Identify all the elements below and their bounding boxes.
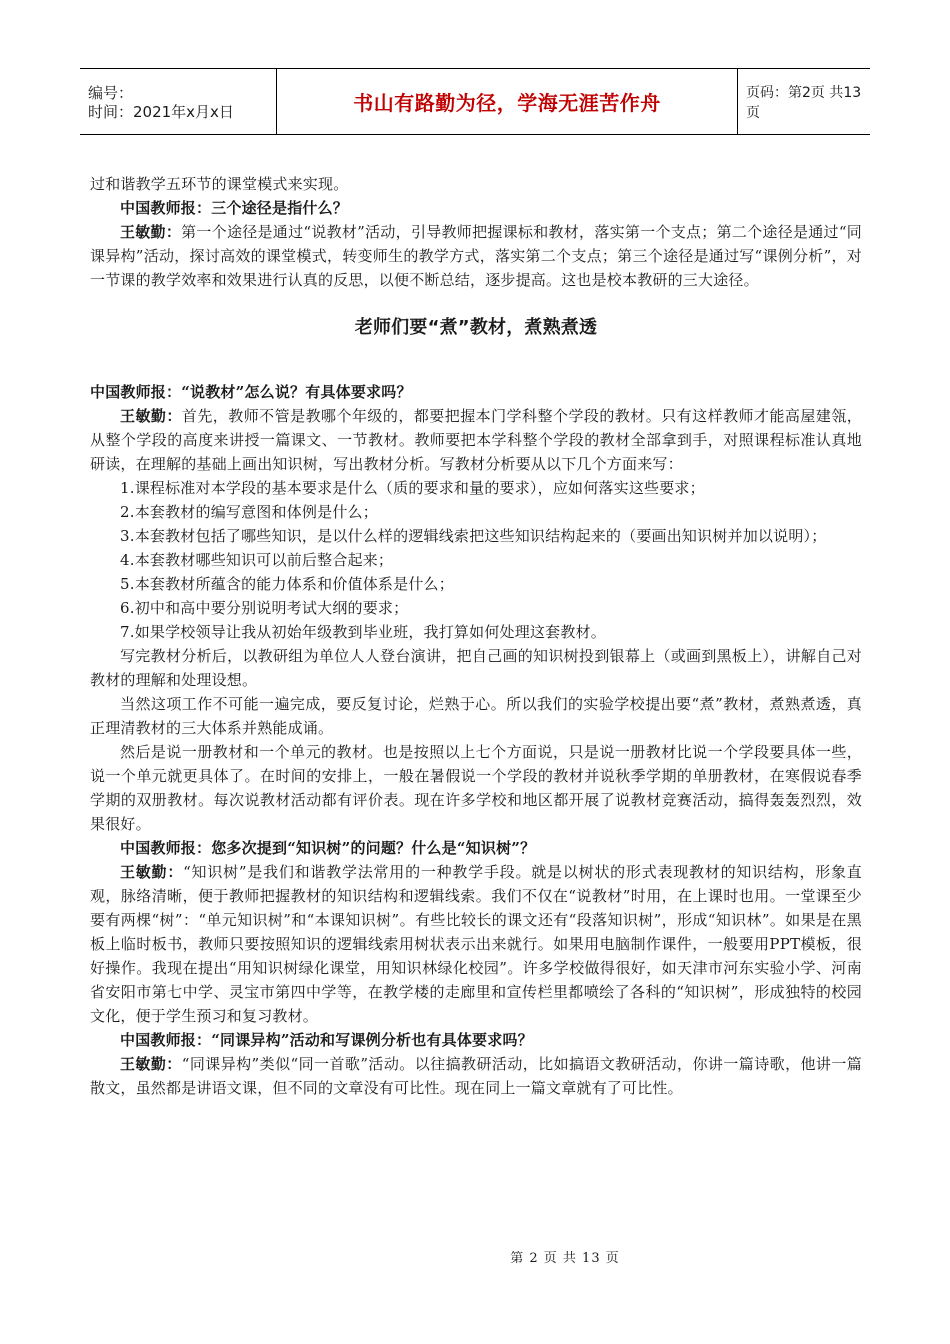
list-item: 5.本套教材所蕴含的能力体系和价值体系是什么； bbox=[120, 575, 454, 593]
question: 中国教师报：三个途径是指什么？ bbox=[120, 199, 349, 217]
question: 中国教师报：“说教材”怎么说？有具体要求吗？ bbox=[90, 383, 412, 401]
speaker-name: 王敏勤： bbox=[120, 863, 184, 881]
document-body bbox=[90, 172, 862, 1100]
list-item: 1.课程标准对本学段的基本要求是什么（质的要求和量的要求），应如何落实这些要求； bbox=[120, 479, 705, 497]
list-item: 4.本套教材哪些知识可以前后整合起来； bbox=[120, 551, 394, 569]
answer-paragraph bbox=[90, 1052, 862, 1100]
list-item: 7.如果学校领导让我从初始年级教到毕业班，我打算如何处理这套教材。 bbox=[120, 623, 606, 641]
answer-text: 首先，教师不管是教哪个年级的，都要把握本门学科整个学段的教材。只有这样教师才能高屋建瓴，从整个学段的高度来讲授一篇课文、一节教材。教师要把本学科整个学段的教材全部拿到手，对照课程标准认真地研读，在理解的基础上画出知识树，写出教材分析。写教材分析要从以下几个方面来写： bbox=[90, 407, 862, 473]
page-label: 页码：第2页 共13页 bbox=[746, 84, 862, 121]
section-title: 老师们要“煮”教材，煮熟煮透 bbox=[354, 317, 598, 338]
list-item: 3.本套教材包括了哪些知识，是以什么样的逻辑线索把这些知识结构起来的（要画出知识树并加以说明）； bbox=[120, 527, 827, 545]
header-left-cell bbox=[80, 69, 276, 134]
paragraph: 过和谐教学五环节的课堂模式来实现。 bbox=[90, 175, 349, 193]
paragraph: 当然这项工作不可能一遍完成，要反复讨论，烂熟于心。所以我们的实验学校提出要“煮”教材，煮熟煮透，真正理清教材的三大体系并熟能成诵。 bbox=[90, 695, 862, 737]
speaker-name: 王敏勤： bbox=[120, 407, 182, 425]
paragraph: 然后是说一册教材和一个单元的教材。也是按照以上七个方面说，只是说一册教材比说一个学段要具体一些，说一个单元就更具体了。在时间的安排上，一般在暑假说一个学段的教材并说秋季学期的单册教材，在寒假说春季学期的双册教材。每次说教材活动都有评价表。现在许多学校和地区都开展了说教材竞赛活动，搞得轰轰烈烈，效果很好。 bbox=[90, 743, 862, 833]
answer-text: 第一个途径是通过“说教材”活动，引导教师把握课标和教材，落实第一个支点；第二个途径是通过“同课异构”活动，探讨高效的课堂模式，转变师生的教学方式，落实第二个支点；第三个途径是通过写“课例分析”，对一节课的教学效率和效果进行认真的反思，以便不断总结，逐步提高。这也是校本教研的三大途径。 bbox=[90, 223, 862, 289]
page-footer bbox=[0, 1247, 950, 1266]
speaker-name: 王敏勤： bbox=[120, 1055, 182, 1073]
paragraph: 写完教材分析后，以教研组为单位人人登台演讲，把自己画的知识树投到银幕上（或画到黑板上），讲解自己对教材的理解和处理设想。 bbox=[90, 647, 862, 689]
speaker-name: 王敏勤： bbox=[120, 223, 182, 241]
answer-paragraph bbox=[90, 860, 862, 1028]
list-item: 6.初中和高中要分别说明考试大纲的要求； bbox=[120, 599, 409, 617]
page-header bbox=[80, 68, 870, 135]
question: 中国教师报：“同课异构”活动和写课例分析也有具体要求吗？ bbox=[120, 1031, 533, 1049]
answer-text: “知识树”是我们和谐教学法常用的一种教学手段。就是以树状的形式表现教材的知识结构，形象直观，脉络清晰，便于教师把握教材的知识结构和逻辑线索。我们不仅在“说教材”时用，在上课时也用。一堂课至少要有两棵“树”：“单元知识树”和“本课知识树”。有些比较长的课文还有“段落知识树”，形成“知识林”。如果是在黑板上临时板书，教师只要按照知识的逻辑线索用树状表示出来就行。如果用电脑制作课件，一般要用PPT模板，很好操作。我现在提出“用知识树绿化课堂，用知识林绿化校园”。许多学校做得很好，如天津市河东实验小学、河南省安阳市第七中学、灵宝市第四中学等，在教学楼的走廊里和宣传栏里都喷绘了各科的“知识树”，形成独特的校园文化，便于学生预习和复习教材。 bbox=[90, 863, 862, 1025]
motto: 书山有路勤为径，学海无涯苦作舟 bbox=[276, 69, 738, 134]
answer-paragraph bbox=[90, 404, 862, 476]
list-item: 2.本套教材的编写意图和体例是什么； bbox=[120, 503, 378, 521]
answer-paragraph bbox=[90, 220, 862, 292]
question: 中国教师报：您多次提到“知识树”的问题？什么是“知识树”？ bbox=[120, 839, 536, 857]
number-label: 编号： bbox=[88, 83, 134, 102]
answer-text: “同课异构”类似“同一首歌”活动。以往搞教研活动，比如搞语文教研活动，你讲一篇诗歌，他讲一篇散文，虽然都是讲语文课，但不同的文章没有可比性。现在同上一篇文章就有了可比性。 bbox=[90, 1055, 862, 1097]
footer-page-number: 第 2 页 共 13 页 bbox=[510, 1251, 620, 1266]
time-label: 时间：2021年x月x日 bbox=[88, 102, 234, 121]
